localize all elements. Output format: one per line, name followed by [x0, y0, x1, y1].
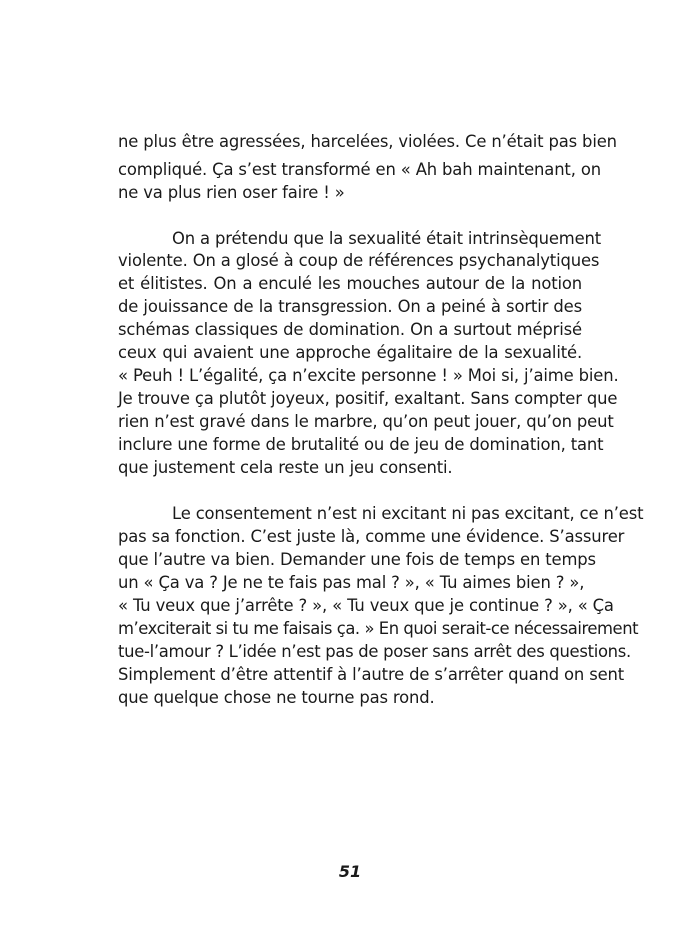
paragraph-3-line-3: que l’autre va bien. Demander une fois de temps en temps: [118, 550, 596, 569]
paragraph-2-line-9: rien n’est gravé dans le marbre, qu’on peut jouer, qu’on peut: [118, 412, 614, 431]
paragraph-2-line-5: schémas classiques de domination. On a surtout méprisé: [118, 320, 582, 339]
paragraph-2-line-4: de jouissance de la transgression. On a peiné à sortir des: [118, 297, 582, 316]
paragraph-3-line-5: « Tu veux que j’arrête ? », « Tu veux que je continue ? », « Ça: [118, 596, 614, 615]
paragraph-1-line-3: ne va plus rien oser faire ! »: [118, 183, 345, 202]
paragraph-2-line-7: « Peuh ! L’égalité, ça n’excite personne ! » Moi si, j’aime bien.: [118, 366, 619, 385]
paragraph-2-line-6: ceux qui avaient une approche égalitaire de la sexualité.: [118, 343, 582, 362]
paragraph-2-line-1: On a prétendu que la sexualité était intrinsèquement: [172, 229, 602, 248]
paragraph-1-line-2: compliqué. Ça s’est transformé en « Ah bah maintenant, on: [118, 160, 601, 179]
paragraph-3-line-8: Simplement d’être attentif à l’autre de s’arrêter quand on sent: [118, 665, 625, 684]
paragraph-3-line-6: m’exciterait si tu me faisais ça. » En quoi serait-ce nécessairement: [118, 619, 639, 638]
paragraph-3-line-2: pas sa fonction. C’est juste là, comme une évidence. S’assurer: [118, 527, 625, 546]
paragraph-2-line-10: inclure une forme de brutalité ou de jeu de domination, tant: [118, 435, 604, 454]
paragraph-2-line-2: violente. On a glosé à coup de références psychanalytiques: [118, 251, 600, 270]
paragraph-2-line-8: Je trouve ça plutôt joyeux, positif, exaltant. Sans compter que: [118, 389, 618, 408]
page-number: 51: [338, 862, 362, 881]
paragraph-3-line-9: que quelque chose ne tourne pas rond.: [118, 688, 435, 707]
paragraph-2-line-11: que justement cela reste un jeu consenti.: [118, 458, 453, 477]
paragraph-3-line-1: Le consentement n’est ni excitant ni pas excitant, ce n’est: [172, 504, 644, 523]
paragraph-3-line-4: un « Ça va ? Je ne te fais pas mal ? », « Tu aimes bien ? »,: [118, 573, 585, 592]
paragraph-1-line-1: ne plus être agressées, harcelées, violées. Ce n’était pas bien: [118, 132, 617, 151]
paragraph-2-line-3: et élitistes. On a enculé les mouches autour de la notion: [118, 274, 582, 293]
paragraph-3-line-7: tue-l’amour ? L’idée n’est pas de poser sans arrêt des questions.: [118, 642, 631, 661]
